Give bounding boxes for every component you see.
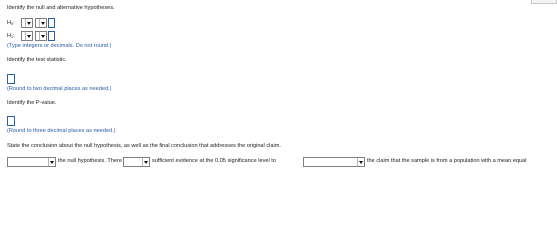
h1-label: $H_1$: [7, 33, 15, 39]
chevron-down-icon [144, 161, 148, 164]
h0-parameter-dropdown[interactable] [21, 18, 33, 28]
h0-label: $H_0$: [7, 20, 15, 26]
instruction-test-statistic: Identify the test statistic. [7, 57, 67, 63]
h1-value-input[interactable] [48, 31, 55, 41]
instruction-pvalue: Identify the P-value. [7, 100, 57, 106]
top-right-button[interactable] [531, 0, 557, 4]
pvalue-input[interactable] [7, 116, 15, 126]
dropdown-divider [48, 158, 49, 166]
conclusion-text-1: the null hypothesis. There [58, 158, 122, 164]
chevron-down-icon [27, 22, 31, 25]
claim-action-dropdown[interactable] [303, 157, 365, 167]
test-statistic-input[interactable] [7, 74, 15, 84]
h0-operator-dropdown[interactable] [35, 18, 47, 28]
h1-parameter-dropdown[interactable] [21, 31, 33, 41]
chevron-down-icon [359, 161, 363, 164]
chevron-down-icon [27, 35, 31, 38]
h0-value-input[interactable] [48, 18, 55, 28]
dropdown-divider [25, 32, 26, 40]
h1-operator-dropdown[interactable] [35, 31, 47, 41]
instruction-hypotheses: Identify the null and alternative hypotheses. [7, 5, 115, 11]
chevron-down-icon [41, 22, 45, 25]
dropdown-divider [357, 158, 358, 166]
hint-two-decimals: (Round to two decimal places as needed.) [7, 86, 112, 92]
conclusion-text-3: the claim that the sample is from a population with a mean equal [367, 158, 527, 164]
dropdown-divider [25, 19, 26, 27]
evidence-dropdown[interactable] [123, 157, 150, 167]
chevron-down-icon [50, 161, 54, 164]
chevron-down-icon [41, 35, 45, 38]
reject-decision-dropdown[interactable] [7, 157, 56, 167]
dropdown-divider [39, 19, 40, 27]
hint-integers: (Type integers or decimals. Do not round.) [7, 43, 112, 49]
dropdown-divider [142, 158, 143, 166]
hint-three-decimals: (Round to three decimal places as needed.) [7, 128, 116, 134]
dropdown-divider [39, 32, 40, 40]
instruction-conclusion: State the conclusion about the null hypothesis, as well as the final conclusion that addresses the original claim. [7, 143, 281, 149]
conclusion-text-2: sufficient evidence at the 0.05 significance level to [152, 158, 276, 164]
